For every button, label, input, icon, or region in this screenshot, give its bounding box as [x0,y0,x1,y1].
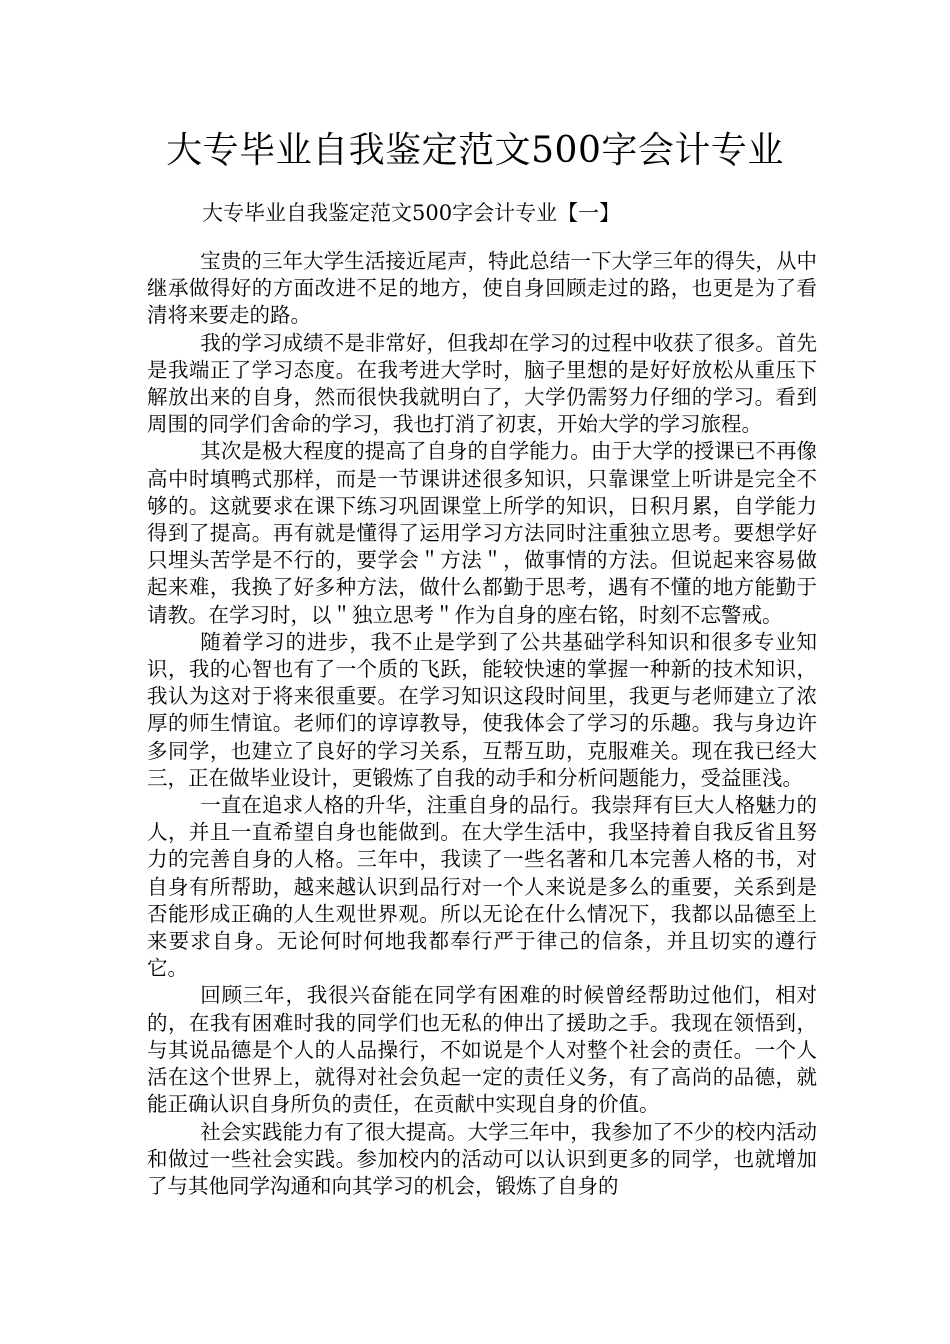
paragraph: 社会实践能力有了很大提高。大学三年中，我参加了不少的校内活动和做过一些社会实践。参加校内的活动可以认识到更多的同学，也就增加了与其他同学沟通和向其学习的机会，锻炼了自身的 [147,1119,817,1198]
paragraph: 回顾三年，我很兴奋能在同学有困难的时候曾经帮助过他们，相对的，在我有困难时我的同学们也无私的伸出了援助之手。我现在领悟到，与其说品德是个人的人品操行，不如说是个人对整个社会的责任。一个人活在这个世界上，就得对社会负起一定的责任义务，有了高尚的品德，就能正确认识自身所负的责任，在贡献中实现自身的价值。 [147,983,817,1117]
document-title: 大专毕业自我鉴定范文500字会计专业 [166,130,784,171]
paragraph: 其次是极大程度的提高了自身的自学能力。由于大学的授课已不再像高中时填鸭式那样，而是一节课讲述很多知识，只靠课堂上听讲是完全不够的。这就要求在课下练习巩固课堂上所学的知识，日积月累，自学能力得到了提高。再有就是懂得了运用学习方法同时注重独立思考。要想学好只埋头苦学是不行的，要学会＂方法＂，做事情的方法。但说起来容易做起来难，我换了好多种方法，做什么都勤于思考，遇有不懂的地方能勤于请教。在学习时，以＂独立思考＂作为自身的座右铭，时刻不忘警戒。 [147,439,817,627]
paragraph: 随着学习的进步，我不止是学到了公共基础学科知识和很多专业知识，我的心智也有了一个质的飞跃，能较快速的掌握一种新的技术知识，我认为这对于将来很重要。在学习知识这段时间里，我更与老师建立了浓厚的师生情谊。老师们的谆谆教导，使我体会了学习的乐趣。我与身边许多同学，也建立了良好的学习关系，互帮互助，克服难关。现在我已经大三，正在做毕业设计，更锻炼了自我的动手和分析问题能力，受益匪浅。 [147,629,817,790]
paragraph: 我的学习成绩不是非常好，但我却在学习的过程中收获了很多。首先是我端正了学习态度。在我考进大学时，脑子里想的是好好放松从重压下解放出来的自身，然而很快我就明白了，大学仍需努力仔细的学习。看到周围的同学们舍命的学习，我也打消了初衷，开始大学的学习旅程。 [147,330,817,437]
paragraph: 一直在追求人格的升华，注重自身的品行。我崇拜有巨大人格魅力的人，并且一直希望自身也能做到。在大学生活中，我坚持着自我反省且努力的完善自身的人格。三年中，我读了一些名著和几本完善人格的书，对自身有所帮助，越来越认识到品行对一个人来说是多么的重要，关系到是否能形成正确的人生观世界观。所以无论在什么情况下，我都以品德至上来要求自身。无论何时何地我都奉行严于律己的信条，并且切实的遵行它。 [147,793,817,981]
document-body [147,248,817,1200]
paragraph: 宝贵的三年大学生活接近尾声，特此总结一下大学三年的得失，从中继承做得好的方面改进不足的地方，使自身回顾走过的路，也更是为了看清将来要走的路。 [147,249,817,328]
section-heading: 大专毕业自我鉴定范文500字会计专业【一】 [202,201,621,225]
